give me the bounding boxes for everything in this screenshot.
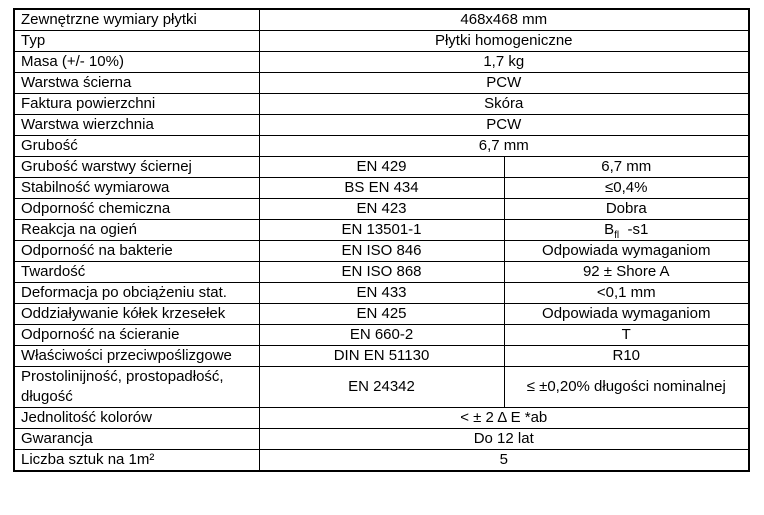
spec-standard-cell: DIN EN 51130 [259, 346, 504, 367]
spec-table [13, 8, 750, 472]
table-row [14, 9, 749, 31]
table-row [14, 346, 749, 367]
spec-value-cell: 92 ± Shore A [504, 262, 749, 283]
spec-label-cell: Reakcja na ogień [14, 220, 259, 241]
spec-standard-cell: EN 425 [259, 304, 504, 325]
table-row [14, 115, 749, 136]
table-row [14, 178, 749, 199]
spec-value-cell: ≤ ±0,20% długości nominalnej [504, 367, 749, 408]
spec-value-cell: T [504, 325, 749, 346]
table-row [14, 220, 749, 241]
table-row [14, 199, 749, 220]
spec-value-cell: PCW [259, 115, 749, 136]
spec-standard-cell: EN ISO 868 [259, 262, 504, 283]
spec-label-cell: Warstwa wierzchnia [14, 115, 259, 136]
spec-label-cell: Deformacja po obciążeniu stat. [14, 283, 259, 304]
table-row [14, 304, 749, 325]
spec-label-cell: Odporność na bakterie [14, 241, 259, 262]
table-row [14, 262, 749, 283]
spec-label-cell: Odporność na ścieranie [14, 325, 259, 346]
table-row [14, 241, 749, 262]
spec-label-cell: Grubość [14, 136, 259, 157]
table-row [14, 52, 749, 73]
spec-value-cell [504, 220, 749, 241]
spec-label-cell: Odporność chemiczna [14, 199, 259, 220]
spec-standard-cell: EN 433 [259, 283, 504, 304]
spec-value-cell: Dobra [504, 199, 749, 220]
spec-standard-cell: EN ISO 846 [259, 241, 504, 262]
spec-value-cell: <0,1 mm [504, 283, 749, 304]
spec-value-cell: 5 [259, 450, 749, 472]
spec-standard-cell: EN 13501-1 [259, 220, 504, 241]
table-row [14, 73, 749, 94]
table-row [14, 94, 749, 115]
table-row [14, 136, 749, 157]
spec-value-cell: Skóra [259, 94, 749, 115]
spec-label-cell: Jednolitość kolorów [14, 408, 259, 429]
spec-label-cell: Zewnętrzne wymiary płytki [14, 9, 259, 31]
spec-label-cell: Typ [14, 31, 259, 52]
spec-standard-cell: EN 423 [259, 199, 504, 220]
spec-value-cell: Płytki homogeniczne [259, 31, 749, 52]
spec-value-cell: 468x468 mm [259, 9, 749, 31]
spec-label-line: Prostolinijność, prostopadłość, [21, 368, 224, 385]
spec-value-cell: Do 12 lat [259, 429, 749, 450]
spec-label-cell: Oddziaływanie kółek krzesełek [14, 304, 259, 325]
spec-value-cell: ≤0,4% [504, 178, 749, 199]
spec-value-cell: R10 [504, 346, 749, 367]
table-row [14, 157, 749, 178]
table-row [14, 325, 749, 346]
spec-label-cell [14, 367, 259, 408]
spec-label-cell: Liczba sztuk na 1m² [14, 450, 259, 472]
spec-label-cell: Grubość warstwy ściernej [14, 157, 259, 178]
spec-value-cell: 6,7 mm [259, 136, 749, 157]
spec-value-cell: PCW [259, 73, 749, 94]
table-row [14, 408, 749, 429]
spec-label-cell: Masa (+/- 10%) [14, 52, 259, 73]
spec-value-cell: 6,7 mm [504, 157, 749, 178]
spec-value-cell: Odpowiada wymaganiom [504, 304, 749, 325]
spec-value-cell: < ± 2 Δ E *ab [259, 408, 749, 429]
spec-value-cell: 1,7 kg [259, 52, 749, 73]
fire-class-rest: -s1 [619, 221, 649, 238]
fire-class-subscript: fl [614, 230, 620, 241]
table-row [14, 429, 749, 450]
spec-value-cell: Odpowiada wymaganiom [504, 241, 749, 262]
spec-label-cell: Warstwa ścierna [14, 73, 259, 94]
spec-label-cell: Gwarancja [14, 429, 259, 450]
table-row [14, 31, 749, 52]
spec-label-cell: Właściwości przeciwpoślizgowe [14, 346, 259, 367]
table-row [14, 283, 749, 304]
spec-label-cell: Faktura powierzchni [14, 94, 259, 115]
spec-standard-cell: EN 24342 [259, 367, 504, 408]
table-row [14, 367, 749, 408]
spec-standard-cell: EN 429 [259, 157, 504, 178]
spec-standard-cell: EN 660-2 [259, 325, 504, 346]
spec-standard-cell: BS EN 434 [259, 178, 504, 199]
spec-label-line: długość [21, 388, 73, 405]
spec-label-cell: Twardość [14, 262, 259, 283]
fire-class-base: B [604, 221, 615, 238]
spec-label-cell: Stabilność wymiarowa [14, 178, 259, 199]
table-row [14, 450, 749, 472]
